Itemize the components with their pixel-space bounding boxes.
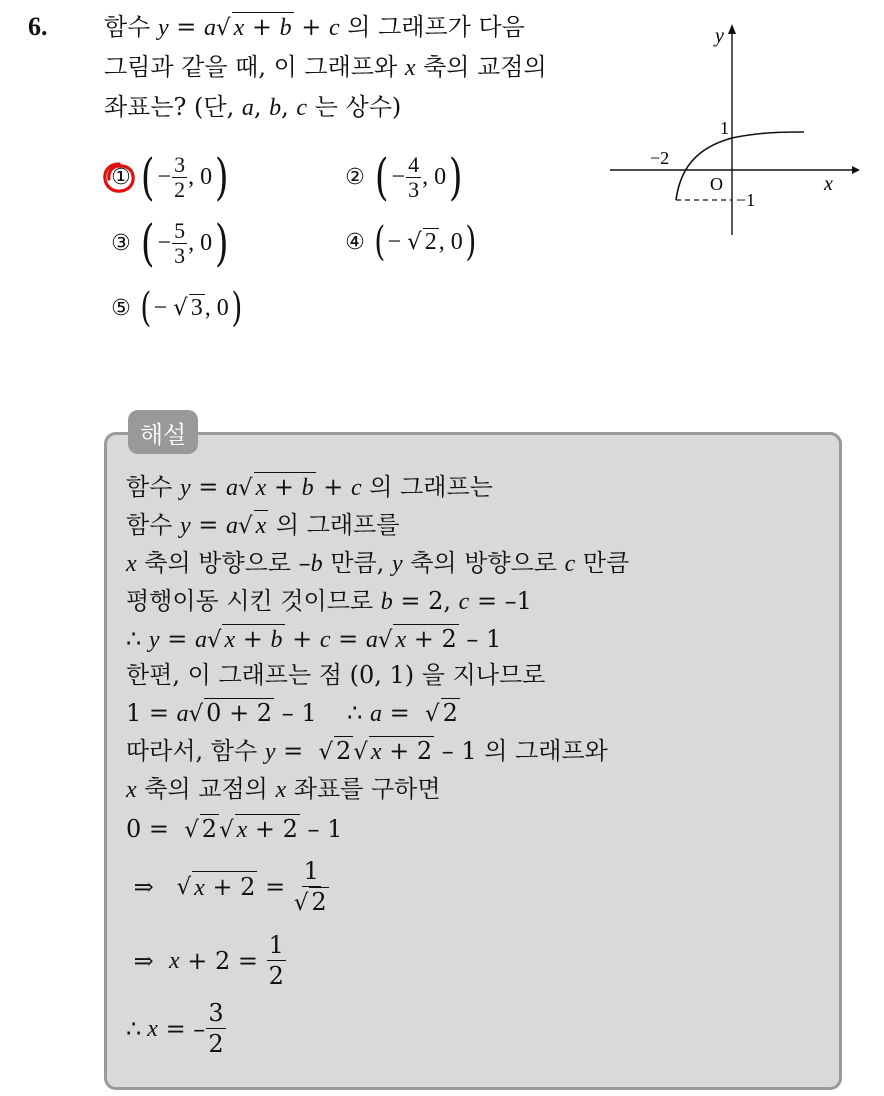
solution-line-8: 따라서, 함수 y = √ 2√ x + 2 – 1 의 그래프와 (126, 737, 608, 765)
y-axis-label: y (715, 25, 724, 47)
question-number: 6. (28, 12, 48, 41)
choice-5[interactable]: ⑤ ( − √ 3 , 0 ) (104, 288, 244, 328)
solution-line-12: ⇒ x + 2 = $\frac{1}{2}$ (126, 931, 284, 990)
solution-line-7: 1 = a√ 0 + 2 – 1 ∴ a = √ 2 (126, 699, 458, 727)
choice-number: ① (104, 165, 138, 190)
solution-line-2: 함수 y = a√ x 의 그래프를 (126, 511, 400, 539)
label-minus-two: −2 (650, 148, 670, 168)
y-axis-arrow-icon (728, 24, 736, 34)
solution-line-1: 함수 y = a√ x + b + c 의 그래프는 (126, 473, 493, 501)
label-one: 1 (720, 118, 729, 138)
question-text: 축의 교점의 (423, 53, 547, 81)
question-line-2: 그림과 같을 때, 이 그래프와 x 축의 교점의 (104, 53, 547, 81)
choice-2[interactable]: ② ( − $\frac{4}{3}$ , 0 ) (338, 152, 466, 202)
solution-line-11: ⇒ √ x + 2 = $\frac{1}{√ 2}$ (126, 857, 327, 916)
solution-line-5: ∴ y = a√ x + b + c = a√ x + 2 – 1 (126, 625, 502, 653)
answer-mark-icon (100, 159, 138, 197)
x-axis-arrow-icon (852, 166, 860, 174)
solution-line-3: x 축의 방향으로 –b 만큼, y 축의 방향으로 c 만큼 (126, 549, 630, 577)
choice-number: ② (345, 164, 365, 190)
question-text: 함수 (104, 13, 151, 41)
solution-line-9: x 축의 교점의 x 좌표를 구하면 (126, 775, 441, 803)
choice-number: ④ (345, 229, 365, 255)
choice-number: ③ (111, 230, 131, 256)
solution-tag: 해설 (128, 410, 198, 454)
question-text: 그림과 같을 때, 이 그래프와 (104, 53, 398, 81)
choice-3[interactable]: ③ ( − $\frac{5}{3}$ , 0 ) (104, 218, 232, 268)
label-origin: O (710, 174, 723, 194)
choice-number: ⑤ (111, 295, 131, 321)
solution-line-4: 평행이동 시킨 것이므로 b = 2, c = –1 (126, 587, 532, 615)
label-minus-one: −1 (736, 190, 756, 210)
choice-1[interactable]: ① ( − $\frac{3}{2}$ , 0 ) (104, 152, 232, 202)
question-line-1: 함수 y = a√ x + b + c 의 그래프가 다음 (104, 13, 525, 41)
x-axis-label: x (824, 173, 833, 195)
question-line-3: 좌표는? (단, a, b, c 는 상수) (104, 93, 402, 121)
solution-line-13: ∴ x = – $\frac{3}{2}$ (126, 999, 224, 1058)
question-text: 좌표는? (단, (104, 93, 235, 121)
question-text: 의 그래프가 다음 (347, 13, 525, 41)
solution-line-6: 한편, 이 그래프는 점 (0, 1) 을 지나므로 (126, 661, 546, 689)
function-graph (600, 20, 860, 250)
solution-line-10: 0 = √ 2√ x + 2 – 1 (126, 815, 343, 843)
question-text: 는 상수) (314, 93, 402, 121)
choice-4[interactable]: ④ ( − √ 2 , 0 ) (338, 222, 478, 262)
